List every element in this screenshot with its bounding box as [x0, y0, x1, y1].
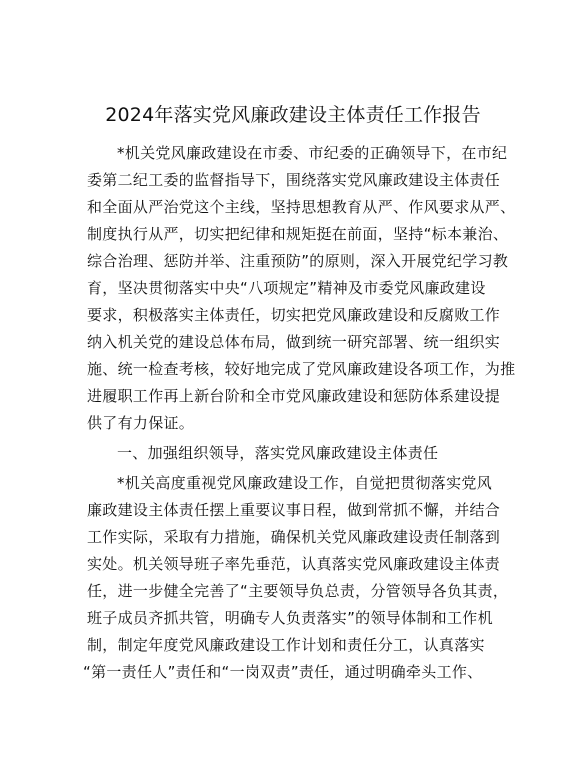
paragraph-line: 进履职工作再上新台阶和全市党风廉政建设和惩防体系建设提	[87, 387, 501, 405]
paragraph-line: 班子成员齐抓共管，明确专人负责落实”的领导体制和工作机	[87, 609, 493, 627]
paragraph-line: 施、统一检查考核，较好地完成了党风廉政建设各项工作，为推	[87, 360, 516, 378]
paragraph-line: 委第二纪工委的监督指导下，围绕落实党风廉政建设主体责任	[87, 171, 501, 189]
paragraph-line: 制度执行从严，切实把纪律和规矩挺在前面，坚持“标本兼治、	[87, 225, 509, 243]
paragraph-line: 实处。机关领导班子率先垂范，认真落实党风廉政建设主体责	[87, 555, 501, 573]
paragraph-line: 制，制定年度党风廉政建设工作计划和责任分工，认真落实	[87, 636, 485, 654]
paragraph-line: “第一责任人”责任和“一岗双责”责任，通过明确牵头工作、	[83, 663, 483, 681]
document-title: 2024年落实党风廉政建设主体责任工作报告	[105, 104, 481, 126]
paragraph-line: 任，进一步健全完善了“主要领导负总责，分管领导各负其责，	[87, 582, 509, 600]
paragraph-line: 廉政建设主体责任摆上重要议事日程，做到常抓不懈，并结合	[87, 501, 501, 519]
paragraph-line: 和全面从严治党这个主线，坚持思想教育从严、作风要求从严、	[87, 198, 516, 216]
paragraph-line: 要求，积极落实主体责任，切实把党风廉政建设和反腐败工作	[87, 306, 501, 324]
paragraph-line: 工作实际，采取有力措施，确保机关党风廉政建设责任制落到	[87, 528, 501, 546]
paragraph-line: 供了有力保证。	[87, 414, 195, 432]
paragraph-line: *机关高度重视党风廉政建设工作，自觉把贯彻落实党风	[117, 474, 493, 492]
paragraph-line: 纳入机关党的建设总体布局，做到统一研究部署、统一组织实	[87, 333, 501, 351]
paragraph-line: *机关党风廉政建设在市委、市纪委的正确领导下，在市纪	[117, 144, 508, 162]
paragraph-line: 育，坚决贯彻落实中央“八项规定”精神及市委党风廉政建设	[87, 279, 486, 297]
section-heading: 一、加强组织领导，落实党风廉政建设主体责任	[117, 444, 439, 462]
paragraph-line: 综合治理、惩防并举、注重预防”的原则，深入开展党纪学习教	[87, 252, 509, 270]
